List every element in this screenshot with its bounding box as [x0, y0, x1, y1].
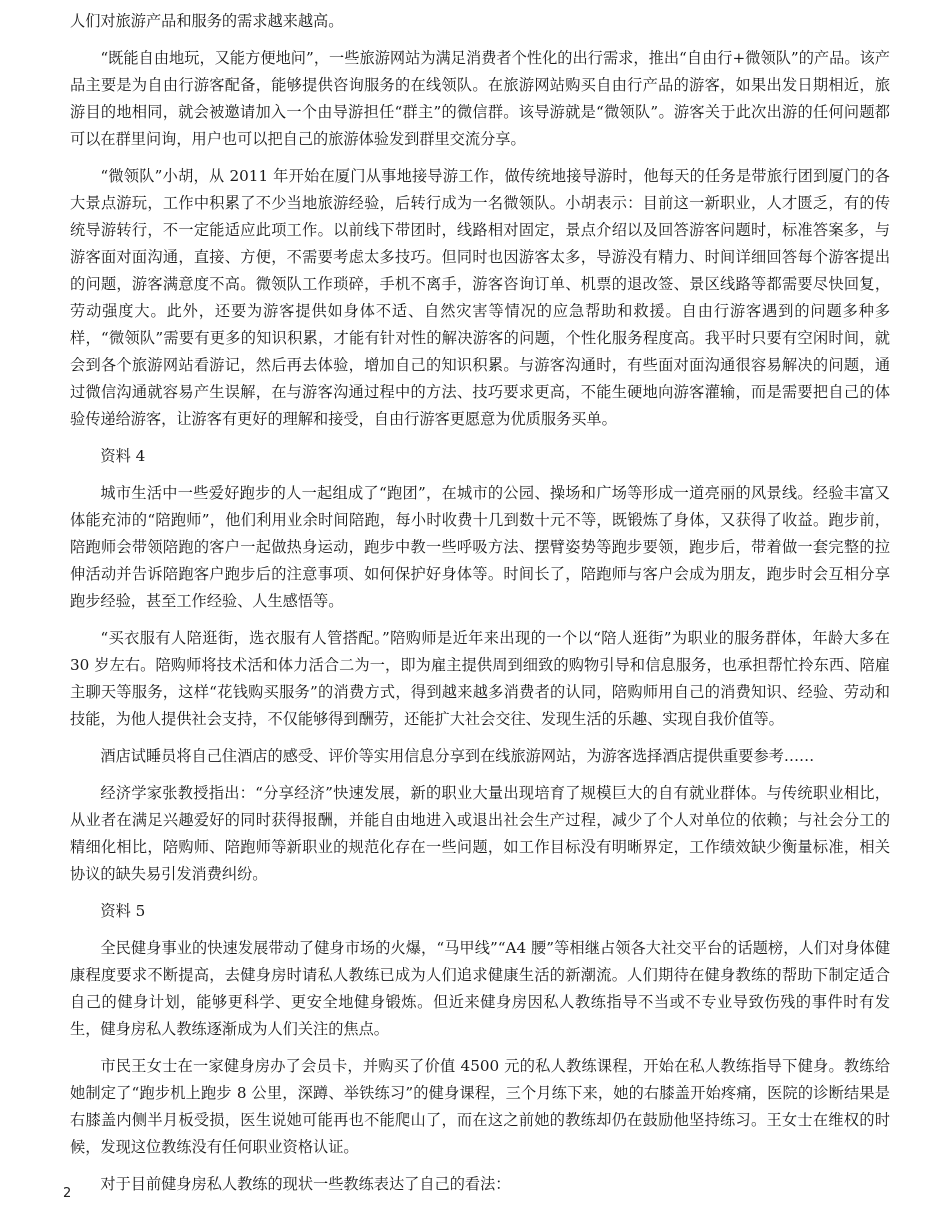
document-body: [70, 8, 890, 1208]
paragraph-shopping-companion: “买衣服有人陪逛街，选衣服有人管搭配。”陪购师是近年来出现的一个以“陪人逛街”为职业的服务群体，年龄大多在 30 岁左右。陪购师将技术活和体力活合二为一，即为雇主提供周到细致的购物引导和信息服务，也承担帮忙拎东西、陪雇主聊天等服务，这样“花钱购买服务”的消费方式，得到越来越多消费者的认同，陪购师用自己的消费知识、经验、劳动和技能，为他人提供社会支持，不仅能够得到酬劳，还能扩大社会交往、发现生活的乐趣、实现自我价值等。: [70, 629, 890, 728]
paragraph-xiao-hu: “微领队”小胡，从 2011 年开始在厦门从事地接导游工作，做传统地接导游时，他每天的任务是带旅行团到厦门的各大景点游玩，工作中积累了不少当地旅游经验，后转行成为一名微领队。小胡表示：目前这一新职业，人才匮乏，有的传统导游转行，不一定能适应此项工作。以前线下带团时，线路相对固定，景点介绍以及回答游客问题时，标准答案多，与游客面对面沟通，直接、方便，不需要考虑太多技巧。但同时也因游客太多，导游没有精力、时间详细回答每个游客提出的问题，游客满意度不高。微领队工作琐碎，手机不离手，游客咨询订单、机票的退改签、景区线路等都需要尽快回复，劳动强度大。此外，还要为游客提供如身体不适、自然灾害等情况的应急帮助和救援。自由行游客遇到的问题多种多样，“微领队”需要有更多的知识积累，才能有针对性的解决游客的问题，个性化服务程度高。我平时只要有空闲时间，就会到各个旅游网站看游记，然后再去体验，增加自己的知识积累。与游客沟通时，有些面对面沟通很容易解决的问题，通过微信沟通就容易产生误解，在与游客沟通过程中的方法、技巧要求更高，不能生硬地向游客灌输，而是需要把自己的体验传递给游客，让游客有更好的理解和接受，自由行游客更愿意为优质服务买单。: [70, 167, 890, 428]
paragraph-hotel-tester: 酒店试睡员将自己住酒店的感受、评价等实用信息分享到在线旅游网站，为游客选择酒店提供重要参考……: [100, 747, 815, 765]
paragraph-micro-guide-product: “既能自由地玩，又能方便地问”，一些旅游网站为满足消费者个性化的出行需求，推出“自由行+微领队”的产品。该产品主要是为自由行游客配备，能够提供咨询服务的在线领队。在旅游网站购买自由行产品的游客，如果出发日期相近，旅游目的地相同，就会被邀请加入一个由导游担任“群主”的微信群。该导游就是“微领队”。游客关于此次出游的任何问题都可以在群里问询，用户也可以把自己的旅游体验发到群里交流分享。: [70, 49, 890, 148]
paragraph-economist: 经济学家张教授指出：“分享经济”快速发展，新的职业大量出现培育了规模巨大的自有就业群体。与传统职业相比，从业者在满足兴趣爱好的同时获得报酬，并能自由地进入或退出社会生产过程，减少了个人对单位的依赖；与社会分工的精细化相比，陪购师、陪跑师等新职业的规范化存在一些问题，如工作目标没有明晰界定，工作绩效缺少衡量标准，相关协议的缺失易引发消费纠纷。: [70, 784, 890, 883]
paragraph-fitness-market: 全民健身事业的快速发展带动了健身市场的火爆，“马甲线”“A4 腰”等相继占领各大社交平台的话题榜，人们对身体健康程度要求不断提高，去健身房时请私人教练已成为人们追求健康生活的新潮流。人们期待在健身教练的帮助下制定适合自己的健身计划，能够更科学、更安全地健身锻炼。但近来健身房因私人教练指导不当或不专业导致伤残的事件时有发生，健身房私人教练逐渐成为人们关注的焦点。: [70, 939, 890, 1038]
paragraph-ms-wang: 市民王女士在一家健身房办了会员卡，并购买了价值 4500 元的私人教练课程，开始在私人教练指导下健身。教练给她制定了“跑步机上跑步 8 公里，深蹲、举铁练习”的健身课程，三个月练下来，她的右膝盖开始疼痛，医院的诊断结果是右膝盖内侧半月板受损，医生说她可能再也不能爬山了，而在这之前她的教练却仍在鼓励他坚持练习。王女士在维权的时候，发现这位教练没有任何职业资格认证。: [70, 1057, 890, 1156]
paragraph-continuation: 人们对旅游产品和服务的需求越来越高。: [70, 12, 344, 30]
section-heading-material-5: 资料 5: [100, 902, 146, 920]
section-heading-material-4: 资料 4: [100, 447, 146, 465]
page-number: 2: [63, 1186, 72, 1201]
paragraph-trainer-views: 对于目前健身房私人教练的现状一些教练表达了自己的看法：: [100, 1175, 511, 1193]
paragraph-running-companion: 城市生活中一些爱好跑步的人一起组成了“跑团”，在城市的公园、操场和广场等形成一道亮丽的风景线。经验丰富又体能充沛的“陪跑师”，他们利用业余时间陪跑，每小时收费十几到数十元不等，既锻炼了身体，又获得了收益。跑步前，陪跑师会带领陪跑的客户一起做热身运动，跑步中教一些呼吸方法、摆臂姿势等跑步要领，跑步后，带着做一套完整的拉伸活动并告诉陪跑客户跑步后的注意事项、如何保护好身体等。时间长了，陪跑师与客户会成为朋友，跑步时会互相分享跑步经验，甚至工作经验、人生感悟等。: [70, 484, 890, 610]
